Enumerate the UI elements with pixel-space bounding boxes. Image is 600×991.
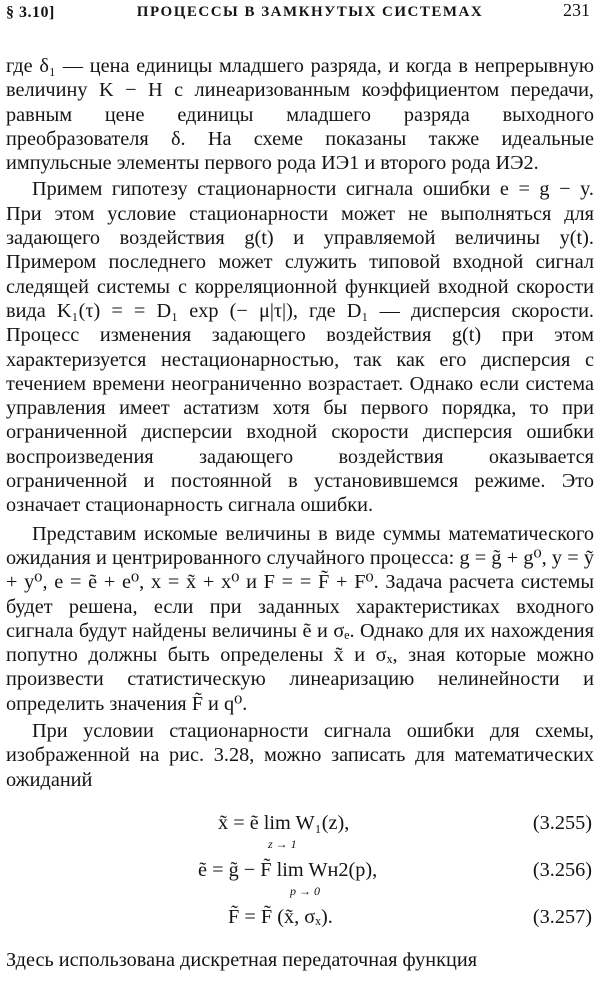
- equation-3-257: [6, 906, 594, 936]
- limit-subscript: z → 1: [268, 836, 297, 851]
- running-header: [6, 0, 594, 30]
- equation-body: x̃ = ẽ lim W₁(z),: [218, 811, 350, 834]
- paragraph-continuation: где δ₁ — цена единицы младшего разряда, и когда в непрерывную величину K − H с линеаризованным коэффициентом передачи, равным цене единицы младшего разряда выходного преобразователя δ. На схеме показаны также идеальные импульсные элементы первого рода ИЭ1 и второго рода ИЭ2.: [6, 55, 594, 175]
- section-number: § 3.10]: [6, 4, 55, 21]
- limit-subscript: p → 0: [290, 883, 320, 898]
- paragraph-decomposition: Представим искомые величины в виде суммы математического ожидания и центрированного случайного процесса: g = g̃ + g⁰, y = ỹ + y⁰, e = ẽ + e⁰, x = x̃ + x⁰ и F = = F̃ + F⁰. Задача расчета системы будет решена, если при заданных характеристиках входного сигнала будут найдены величины ẽ и σₑ. Однако для их нахождения попутно должны быть определены x̃ и σₓ, зная которые можно произвести статистическую линеаризацию нелинейности и определить значения F̃ и q⁰.: [6, 522, 594, 715]
- page-number: 231: [563, 0, 590, 20]
- equation-3-255: [6, 811, 594, 851]
- running-title: ПРОЦЕССЫ В ЗАМКНУТЫХ СИСТЕМАХ: [136, 4, 484, 20]
- paragraph-stationarity-hypothesis: Примем гипотезу стационарности сигнала ошибки e = g − y. При этом условие стационарности может не выполняться для задающего воздействия g(t) и управляемой величины y(t). Примером последнего может служить типовой входной сигнал следящей системы с корреляционной функцией входной скорости вида K₁(τ) = = D₁ exp (− μ|τ|), где D₁ — дисперсия скорости. Процесс изменения задающего воздействия g(t) при этом характеризуется нестационарностью, так как его дисперсия с течением времени неограниченно возрастает. Однако если система управления имеет астатизм хотя бы первого порядка, то при ограниченной дисперсии входной скорости дисперсия ошибки воспроизведения задающего воздействия оказывается ограниченной и постоянной в установившемся режиме. Это означает стационарность сигнала ошибки.: [6, 178, 594, 517]
- equation-number: (3.256): [532, 858, 592, 881]
- equation-3-256: [6, 858, 594, 898]
- paragraph-tail: Здесь использована дискретная передаточная функция: [6, 948, 478, 971]
- equation-number: (3.257): [532, 905, 592, 928]
- paragraph-means-intro: При условии стационарности сигнала ошибки для схемы, изображенной на рис. 3.28, можно записать для математических ожиданий: [6, 720, 594, 791]
- equation-body: ẽ = g̃ − F̃ lim Wн2(p),: [198, 858, 378, 881]
- equation-body: F̃ = F̃ (x̃, σₓ).: [228, 905, 333, 928]
- page-body: [6, 54, 594, 972]
- equation-number: (3.255): [532, 811, 592, 834]
